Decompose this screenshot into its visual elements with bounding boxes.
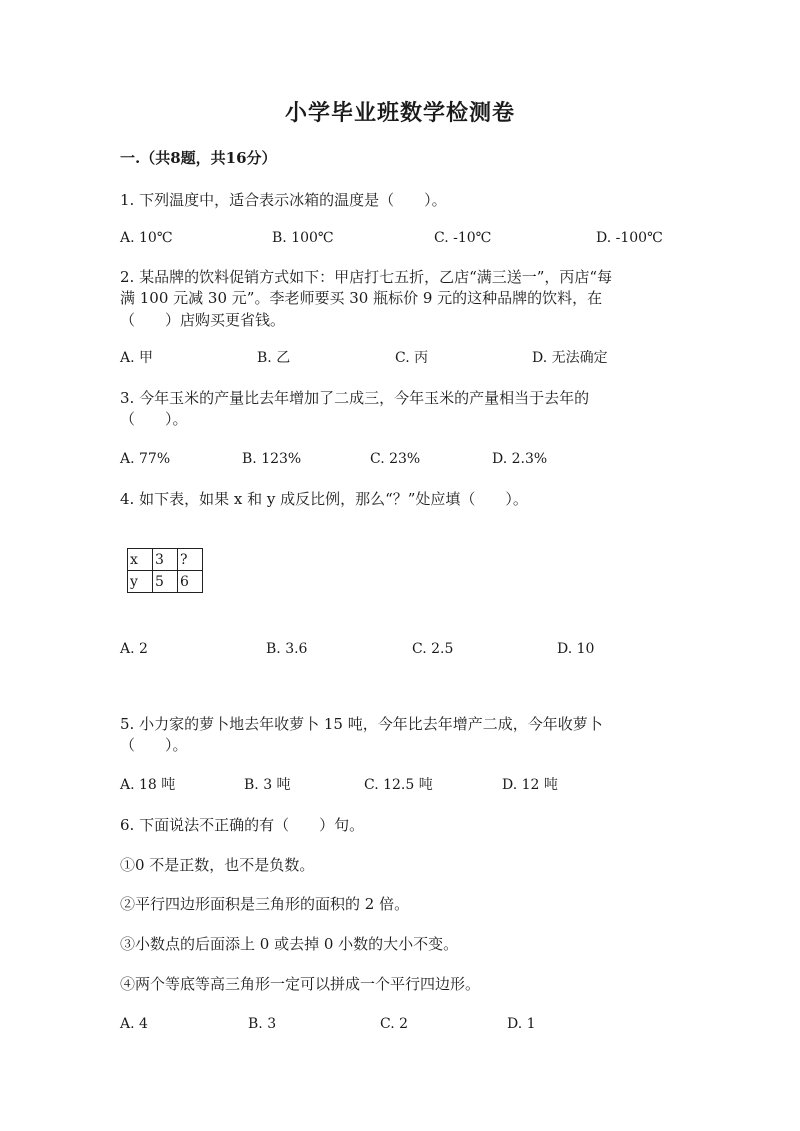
option-d: D. 无法确定 <box>532 350 608 366</box>
option-d: D. 2.3% <box>492 451 548 467</box>
question-text: 3. 今年玉米的产量比去年增加了二成三，今年玉米的产量相当于去年的 <box>120 389 590 407</box>
option-b: B. 乙 <box>257 350 291 366</box>
option-c: C. -10℃ <box>434 230 492 246</box>
exam-title: 小学毕业班数学检测卷 <box>284 100 515 126</box>
statement-3: ③小数点的后面添上 0 或去掉 0 小数的大小不变。 <box>120 935 459 953</box>
option-b: B. 3 吨 <box>244 777 291 793</box>
section-heading: 一.（共8题，共16分） <box>120 149 277 167</box>
question-text: 1. 下列温度中，适合表示冰箱的温度是（ ）。 <box>120 191 447 209</box>
option-b: B. 100℃ <box>272 230 334 246</box>
option-b: B. 3 <box>248 1016 277 1032</box>
statement-2: ②平行四边形面积是三角形的面积的 2 倍。 <box>120 895 410 913</box>
option-d: D. -100℃ <box>596 230 663 246</box>
option-d: D. 12 吨 <box>502 777 558 793</box>
question-text: （ ）。 <box>120 736 188 754</box>
table-cell: x <box>128 549 153 571</box>
table-row <box>128 549 203 571</box>
option-c: C. 丙 <box>395 350 429 366</box>
option-a: A. 2 <box>120 641 148 657</box>
question-text: 满 100 元减 30 元”。李老师要买 30 瓶标价 9 元的这种品牌的饮料，在 <box>120 289 603 307</box>
option-b: B. 3.6 <box>266 641 308 657</box>
option-c: C. 23% <box>370 451 421 467</box>
question-text: 4. 如下表，如果 x 和 y 成反比例，那么“？”处应填（ ）。 <box>120 490 528 508</box>
table-row <box>128 571 203 593</box>
option-a: A. 77% <box>120 451 171 467</box>
question-text: （ ）店购买更省钱。 <box>120 311 286 329</box>
statement-1: ①0 不是正数，也不是负数。 <box>120 856 315 874</box>
option-a: A. 10℃ <box>120 230 173 246</box>
table-cell: y <box>128 571 153 593</box>
question-text: （ ）。 <box>120 410 188 428</box>
option-c: C. 2.5 <box>412 641 454 657</box>
table-cell: 3 <box>153 549 178 571</box>
table-cell: ? <box>178 549 203 571</box>
option-a: A. 4 <box>120 1016 148 1032</box>
table-cell: 6 <box>178 571 203 593</box>
option-a: A. 甲 <box>120 350 154 366</box>
table-cell: 5 <box>153 571 178 593</box>
option-c: C. 12.5 吨 <box>364 777 433 793</box>
option-c: C. 2 <box>380 1016 409 1032</box>
option-d: D. 1 <box>507 1016 536 1032</box>
option-d: D. 10 <box>557 641 595 657</box>
question-text: 5. 小力家的萝卜地去年收萝卜 15 吨，今年比去年增产二成，今年收萝卜 <box>120 715 603 733</box>
question-text: 6. 下面说法不正确的有（ ）句。 <box>120 816 365 834</box>
statement-4: ④两个等底等高三角形一定可以拼成一个平行四边形。 <box>120 975 481 993</box>
question-text: 2. 某品牌的饮料促销方式如下：甲店打七五折，乙店“满三送一”，丙店“每 <box>120 268 613 286</box>
option-b: B. 123% <box>242 451 302 467</box>
xy-table <box>127 548 203 593</box>
option-a: A. 18 吨 <box>120 777 176 793</box>
